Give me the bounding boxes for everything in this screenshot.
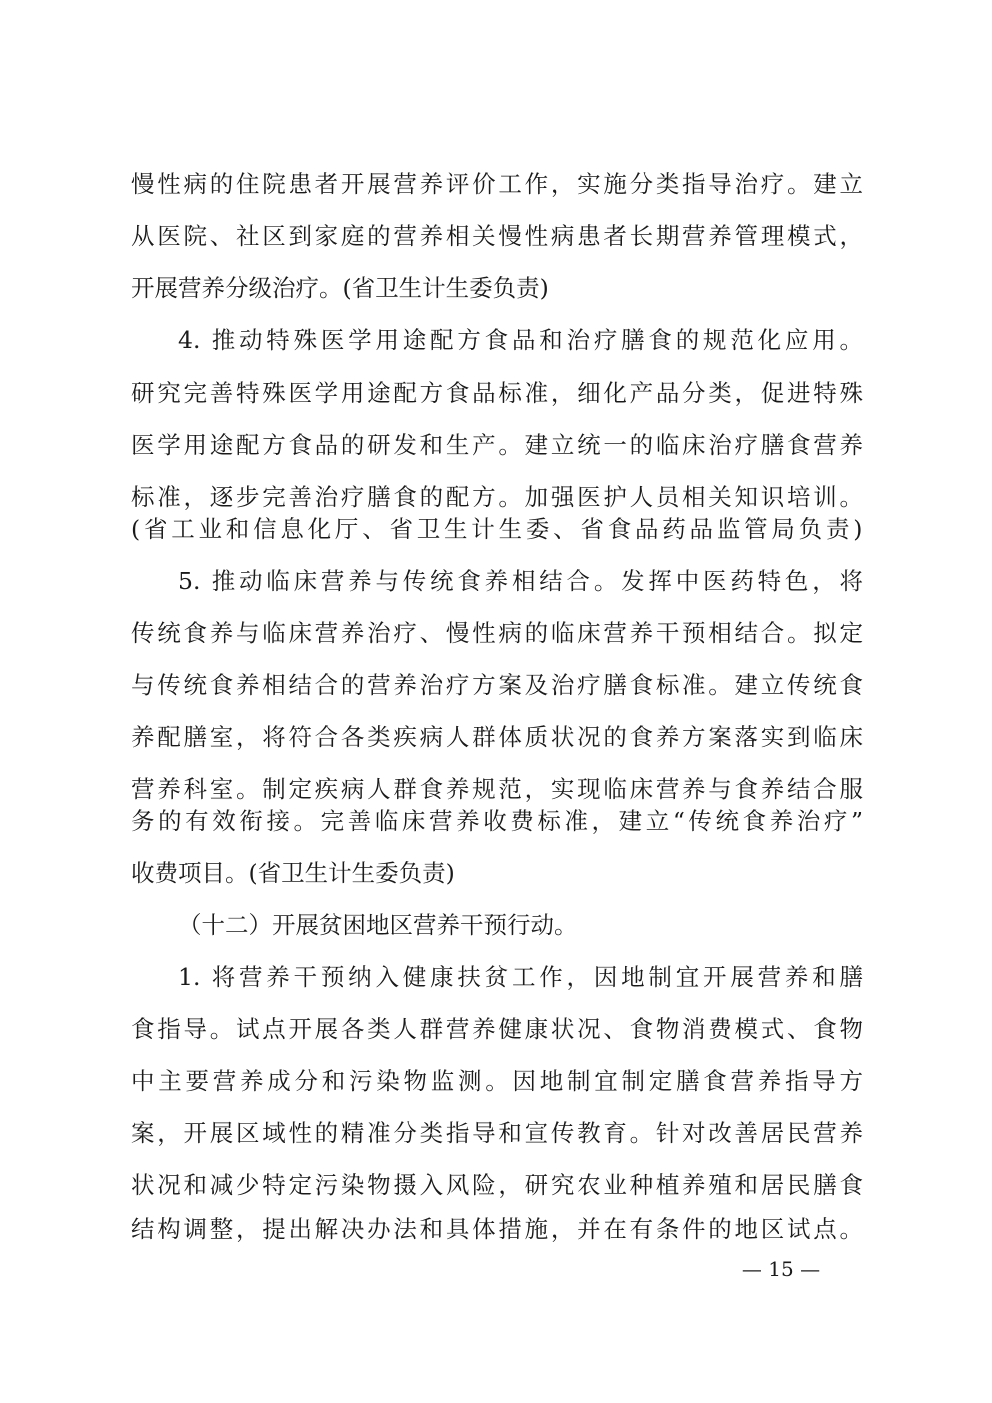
- body-text-line: 与传统食养相结合的营养治疗方案及治疗膳食标准。建立传统食: [131, 671, 863, 699]
- body-text-line: 慢性病的住院患者开展营养评价工作，实施分类指导治疗。建立: [131, 170, 863, 198]
- body-text-line: 状况和减少特定污染物摄入风险，研究农业种植养殖和居民膳食: [131, 1171, 863, 1199]
- body-text-line: 标准，逐步完善治疗膳食的配方。加强医护人员相关知识培训。: [131, 483, 863, 511]
- body-text-line: 研究完善特殊医学用途配方食品标准，细化产品分类，促进特殊: [131, 379, 863, 407]
- body-text-line: 收费项目。(省卫生计生委负责): [131, 859, 455, 887]
- body-text-line: 食指导。试点开展各类人群营养健康状况、食物消费模式、食物: [131, 1015, 863, 1043]
- body-text-line: 案，开展区域性的精准分类指导和宣传教育。针对改善居民营养: [131, 1119, 863, 1147]
- body-text-line: 中主要营养成分和污染物监测。因地制宜制定膳食营养指导方: [131, 1067, 863, 1095]
- list-item-heading: 1. 将营养干预纳入健康扶贫工作，因地制宜开展营养和膳: [178, 963, 863, 991]
- body-text-line: 务的有效衔接。完善临床营养收费标准，建立“传统食养治疗”: [131, 807, 863, 835]
- body-text-line: 开展营养分级治疗。(省卫生计生委负责): [131, 274, 549, 302]
- body-text-line: 从医院、社区到家庭的营养相关慢性病患者长期营养管理模式，: [131, 222, 863, 250]
- responsibility-note: (省工业和信息化厅、省卫生计生委、省食品药品监管局负责): [131, 515, 863, 543]
- list-item-heading: 5. 推动临床营养与传统食养相结合。发挥中医药特色，将: [178, 567, 863, 595]
- body-text-line: 营养科室。制定疾病人群食养规范，实现临床营养与食养结合服: [131, 775, 863, 803]
- body-text-line: 医学用途配方食品的研发和生产。建立统一的临床治疗膳食营养: [131, 431, 863, 459]
- body-text-line: 养配膳室，将符合各类疾病人群体质状况的食养方案落实到临床: [131, 723, 863, 751]
- list-item-heading: 4. 推动特殊医学用途配方食品和治疗膳食的规范化应用。: [178, 326, 863, 354]
- page-number: — 15 —: [741, 1257, 821, 1281]
- body-text-line: 传统食养与临床营养治疗、慢性病的临床营养干预相结合。拟定: [131, 619, 863, 647]
- body-text-line: 结构调整，提出解决办法和具体措施，并在有条件的地区试点。: [131, 1215, 863, 1243]
- section-heading: （十二）开展贫困地区营养干预行动。: [178, 911, 578, 939]
